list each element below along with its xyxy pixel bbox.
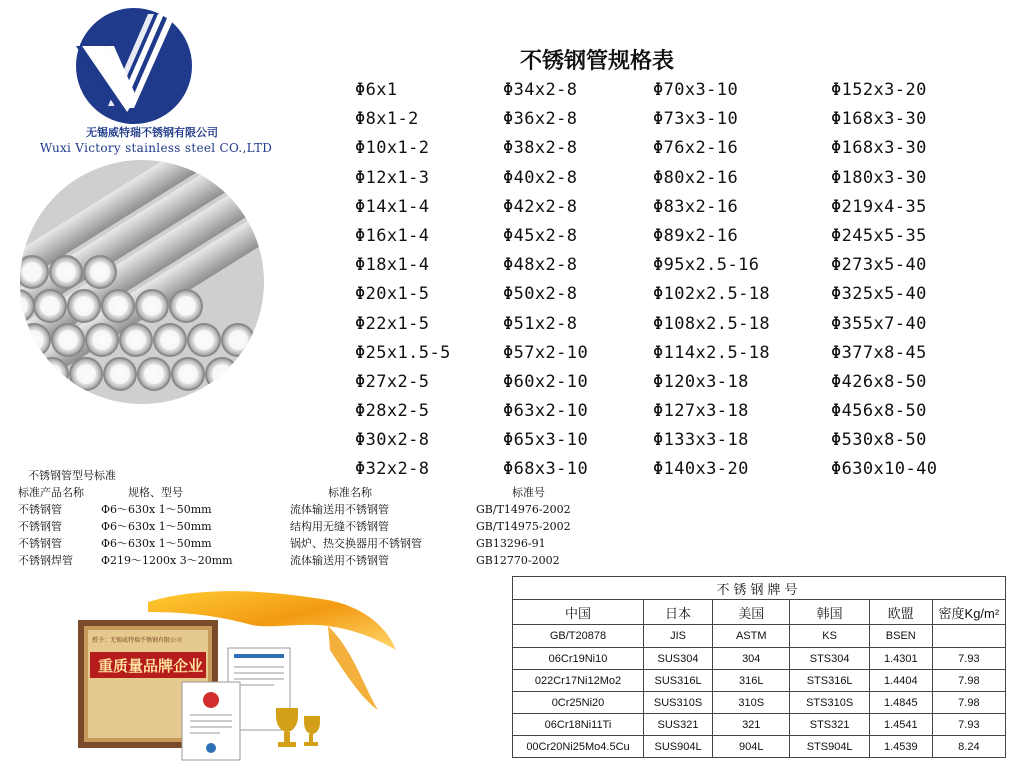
standards-block <box>18 467 638 569</box>
spec-cell: Φ102x2.5-18 <box>653 284 770 305</box>
standards-row <box>18 552 638 569</box>
spec-cell: Φ70x3-10 <box>653 80 739 100</box>
standards-cell: 流体输送用不锈钢管 <box>290 503 389 516</box>
spec-table <box>355 76 995 485</box>
standards-row <box>18 518 638 535</box>
grade-cell: 022Cr17Ni12Mo2 <box>513 670 644 692</box>
grade-cell: 316L <box>713 670 790 692</box>
spec-cell: Φ180x3-30 <box>831 167 927 188</box>
spec-row <box>355 368 995 397</box>
grade-cell: 1.4301 <box>869 648 932 670</box>
grade-standard: KS <box>790 625 869 648</box>
plaque-label: 重质量品牌企业 <box>98 657 204 675</box>
grade-cell: 1.4845 <box>869 692 932 714</box>
spec-cell: Φ14x1-4 <box>355 196 430 217</box>
spec-cell: Φ140x3-20 <box>653 459 749 480</box>
spec-cell: Φ8x1-2 <box>355 109 419 130</box>
spec-row <box>355 251 995 280</box>
grade-cell: SUS316L <box>643 670 712 692</box>
standards-cell: Φ6～630x 1～50mm <box>101 520 212 533</box>
pipe-bundle-image <box>12 160 272 404</box>
grade-cell: STS316L <box>790 670 869 692</box>
spec-row <box>355 280 995 309</box>
standards-row <box>18 535 638 552</box>
grade-cell: STS321 <box>790 714 869 736</box>
spec-cell: Φ325x5-40 <box>831 284 927 305</box>
spec-cell: Φ377x8-45 <box>831 342 927 363</box>
standards-header: 标准号 <box>512 486 545 499</box>
spec-cell: Φ45x2-8 <box>503 225 578 246</box>
standards-row <box>18 501 638 518</box>
standards-cell: Φ6～630x 1～50mm <box>101 503 212 516</box>
grade-cell: 310S <box>713 692 790 714</box>
standards-header: 标准名称 <box>328 486 372 499</box>
spec-cell: Φ42x2-8 <box>503 196 578 217</box>
grade-cell: 8.24 <box>932 736 1005 758</box>
spec-cell: Φ219x4-35 <box>831 196 927 217</box>
spec-cell: Φ6x1 <box>355 80 398 100</box>
grade-standard: GB/T20878 <box>513 625 644 648</box>
spec-cell: Φ456x8-50 <box>831 401 927 422</box>
spec-cell: Φ40x2-8 <box>503 167 578 188</box>
spec-cell: Φ83x2-16 <box>653 196 739 217</box>
grade-row <box>513 714 1006 736</box>
spec-cell: Φ38x2-8 <box>503 138 578 159</box>
spec-cell: Φ16x1-4 <box>355 225 430 246</box>
grade-row <box>513 692 1006 714</box>
spec-table-title: 不锈钢管规格表 <box>520 49 675 74</box>
grade-cell: 06Cr18Ni11Ti <box>513 714 644 736</box>
standards-cell: GB/T14976-2002 <box>476 503 571 516</box>
grade-cell: 304 <box>713 648 790 670</box>
grade-header: 中国 <box>513 600 644 625</box>
grade-cell: 904L <box>713 736 790 758</box>
standards-cell: GB13296-91 <box>476 537 546 550</box>
spec-cell: Φ630x10-40 <box>831 459 938 480</box>
grade-row <box>513 648 1006 670</box>
spec-cell: Φ355x7-40 <box>831 313 927 334</box>
spec-cell: Φ12x1-3 <box>355 167 430 188</box>
spec-row <box>355 222 995 251</box>
spec-cell: Φ73x3-10 <box>653 109 739 130</box>
standards-cell: 不锈钢管 <box>18 503 62 516</box>
spec-cell: Φ32x2-8 <box>355 459 430 480</box>
grade-cell: 06Cr19Ni10 <box>513 648 644 670</box>
spec-cell: Φ168x3-30 <box>831 138 927 159</box>
grade-table <box>512 576 1006 758</box>
standards-cell: Φ6～630x 1～50mm <box>101 537 212 550</box>
grade-header: 韩国 <box>790 600 869 625</box>
grade-cell: SUS904L <box>643 736 712 758</box>
spec-cell: Φ89x2-16 <box>653 225 739 246</box>
grade-cell: SUS304 <box>643 648 712 670</box>
grade-cell: STS304 <box>790 648 869 670</box>
grade-cell: 7.98 <box>932 692 1005 714</box>
grade-standard: JIS <box>643 625 712 648</box>
standards-title: 不锈钢管型号标准 <box>28 469 116 482</box>
grade-standard: ASTM <box>713 625 790 648</box>
grade-cell: SUS310S <box>643 692 712 714</box>
grade-standard <box>932 625 1005 648</box>
plaque-header: 授予：无锡威特瑞不锈钢有限公司 <box>92 637 183 644</box>
spec-cell: Φ108x2.5-18 <box>653 313 770 334</box>
spec-cell: Φ114x2.5-18 <box>653 342 770 363</box>
grade-header: 密度Kg/m² <box>932 600 1005 625</box>
standards-cell: GB/T14975-2002 <box>476 520 571 533</box>
spec-cell: Φ48x2-8 <box>503 255 578 276</box>
grade-cell: STS310S <box>790 692 869 714</box>
grade-table-title: 不锈钢牌号 <box>513 577 1006 600</box>
spec-cell: Φ60x2-10 <box>503 371 589 392</box>
spec-cell: Φ127x3-18 <box>653 401 749 422</box>
grade-header: 欧盟 <box>869 600 932 625</box>
spec-cell: Φ50x2-8 <box>503 284 578 305</box>
grade-cell: STS904L <box>790 736 869 758</box>
spec-cell: Φ152x3-20 <box>831 80 927 100</box>
grade-standard: BSEN <box>869 625 932 648</box>
standards-cell: 流体输送用不锈钢管 <box>290 554 389 567</box>
certificates-image <box>78 590 398 762</box>
standards-cell: 结构用无缝不锈钢管 <box>290 520 389 533</box>
spec-cell: Φ22x1-5 <box>355 313 430 334</box>
standards-cell: 不锈钢管 <box>18 520 62 533</box>
spec-cell: Φ28x2-5 <box>355 401 430 422</box>
spec-row <box>355 426 995 455</box>
spec-cell: Φ65x3-10 <box>503 430 589 451</box>
company-name-en: Wuxi Victory stainless steel CO.,LTD <box>39 141 273 155</box>
spec-cell: Φ76x2-16 <box>653 138 739 159</box>
spec-row <box>355 339 995 368</box>
spec-row <box>355 134 995 163</box>
grade-cell: 7.98 <box>932 670 1005 692</box>
grade-cell: 0Cr25Ni20 <box>513 692 644 714</box>
grade-cell: 7.93 <box>932 648 1005 670</box>
standards-header: 规格、型号 <box>128 486 183 499</box>
spec-cell: Φ68x3-10 <box>503 459 589 480</box>
standards-cell: 锅炉、热交换器用不锈钢管 <box>290 537 422 550</box>
spec-row <box>355 397 995 426</box>
spec-row <box>355 164 995 193</box>
spec-cell: Φ30x2-8 <box>355 430 430 451</box>
grade-cell: 7.93 <box>932 714 1005 736</box>
spec-cell: Φ426x8-50 <box>831 371 927 392</box>
grade-row <box>513 736 1006 758</box>
spec-cell: Φ80x2-16 <box>653 167 739 188</box>
grade-cell: 1.4541 <box>869 714 932 736</box>
company-logo <box>74 6 194 126</box>
spec-cell: Φ120x3-18 <box>653 371 749 392</box>
grade-cell: 1.4404 <box>869 670 932 692</box>
spec-cell: Φ63x2-10 <box>503 401 589 422</box>
standards-cell: GB12770-2002 <box>476 554 560 567</box>
spec-cell: Φ27x2-5 <box>355 371 430 392</box>
standards-header-row <box>18 484 638 501</box>
grade-header: 美国 <box>713 600 790 625</box>
standards-header: 标准产品名称 <box>18 486 84 499</box>
spec-cell: Φ36x2-8 <box>503 109 578 130</box>
grade-row <box>513 670 1006 692</box>
grade-cell: 00Cr20Ni25Mo4.5Cu <box>513 736 644 758</box>
spec-cell: Φ57x2-10 <box>503 342 589 363</box>
spec-cell: Φ25x1.5-5 <box>355 342 451 363</box>
grade-cell: 1.4539 <box>869 736 932 758</box>
spec-cell: Φ273x5-40 <box>831 255 927 276</box>
spec-row <box>355 105 995 134</box>
standards-cell: 不锈钢焊管 <box>18 554 73 567</box>
spec-row <box>355 76 995 105</box>
standards-cell: 不锈钢管 <box>18 537 62 550</box>
grade-cell: 321 <box>713 714 790 736</box>
spec-cell: Φ530x8-50 <box>831 430 927 451</box>
grade-header: 日本 <box>643 600 712 625</box>
spec-cell: Φ10x1-2 <box>355 138 430 159</box>
spec-row <box>355 193 995 222</box>
spec-cell: Φ34x2-8 <box>503 80 578 100</box>
spec-cell: Φ51x2-8 <box>503 313 578 334</box>
company-name-cn: 无锡威特瑞不锈钢有限公司 <box>86 126 218 139</box>
spec-cell: Φ168x3-30 <box>831 109 927 130</box>
spec-cell: Φ133x3-18 <box>653 430 749 451</box>
spec-cell: Φ245x5-35 <box>831 225 927 246</box>
spec-row <box>355 310 995 339</box>
spec-cell: Φ20x1-5 <box>355 284 430 305</box>
spec-cell: Φ18x1-4 <box>355 255 430 276</box>
standards-cell: Φ219～1200x 3～20mm <box>101 554 233 567</box>
grade-cell: SUS321 <box>643 714 712 736</box>
spec-cell: Φ95x2.5-16 <box>653 255 760 276</box>
